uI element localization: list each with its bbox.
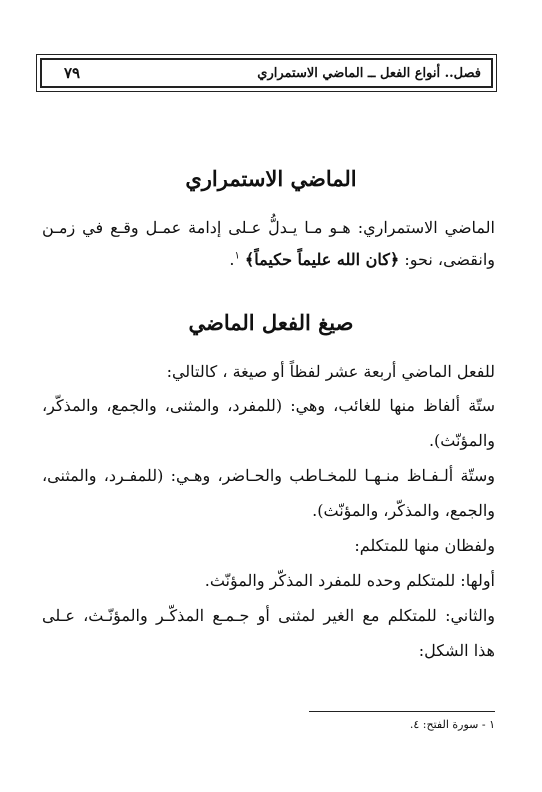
footnote-marker: ١: [234, 250, 240, 262]
paragraph-line: هذا الشكل:: [418, 641, 495, 660]
running-header: [36, 54, 497, 92]
section-heading-past-forms: صيغ الفعل الماضي: [188, 310, 354, 335]
footnote-divider: [309, 711, 495, 712]
paragraph-line: والثاني: للمتكلم مع الغير لمثنى أو جـمـع المذكّـر والمؤنّـث، عـلى: [42, 606, 495, 625]
section-heading-continuous-past: الماضي الاستمراري: [185, 166, 357, 191]
paragraph-line: ولفظان منها للمتكلم:: [354, 536, 495, 555]
paragraph-line: والجمع، والمذكّر، والمؤنّث).: [312, 501, 495, 520]
header-title: فصل.. أنواع الفعل ــ الماضي الاستمراري: [257, 66, 481, 81]
paragraph-line: والمؤنّث).: [428, 431, 495, 450]
paragraph-line: ستّة ألفاظ منها للغائب، وهي: (للمفرد، والمثنى، والجمع، والمذكّر،: [42, 396, 495, 415]
paragraph-line: [229, 250, 495, 269]
paragraph-line: للفعل الماضي أربعة عشر لفظاً أو صيغة ، كالتالي:: [166, 362, 495, 381]
footnote: ١ - سورة الفتح: ٤.: [409, 718, 495, 731]
line-end-text: .: [229, 250, 235, 269]
paragraph-line: الماضي الاستمراري: هـو مـا يـدلُّ عـلى إدامة عمـل وقـع في زمـن: [42, 218, 495, 237]
line-start-text: وانقضى، نحو:: [399, 250, 495, 269]
page-number: ٧٩: [64, 64, 81, 82]
quran-verse: ﴿كان الله عليماً حكيماً﴾: [244, 250, 400, 269]
paragraph-line: وستّة ألـفـاظ منـهـا للمخـاطب والحـاضر، وهـي: (للمفـرد، والمثنى،: [42, 466, 495, 485]
paragraph-line: أولها: للمتكلم وحده للمفرد المذكّر والمؤنّث.: [204, 571, 495, 590]
header-frame: [40, 58, 493, 88]
